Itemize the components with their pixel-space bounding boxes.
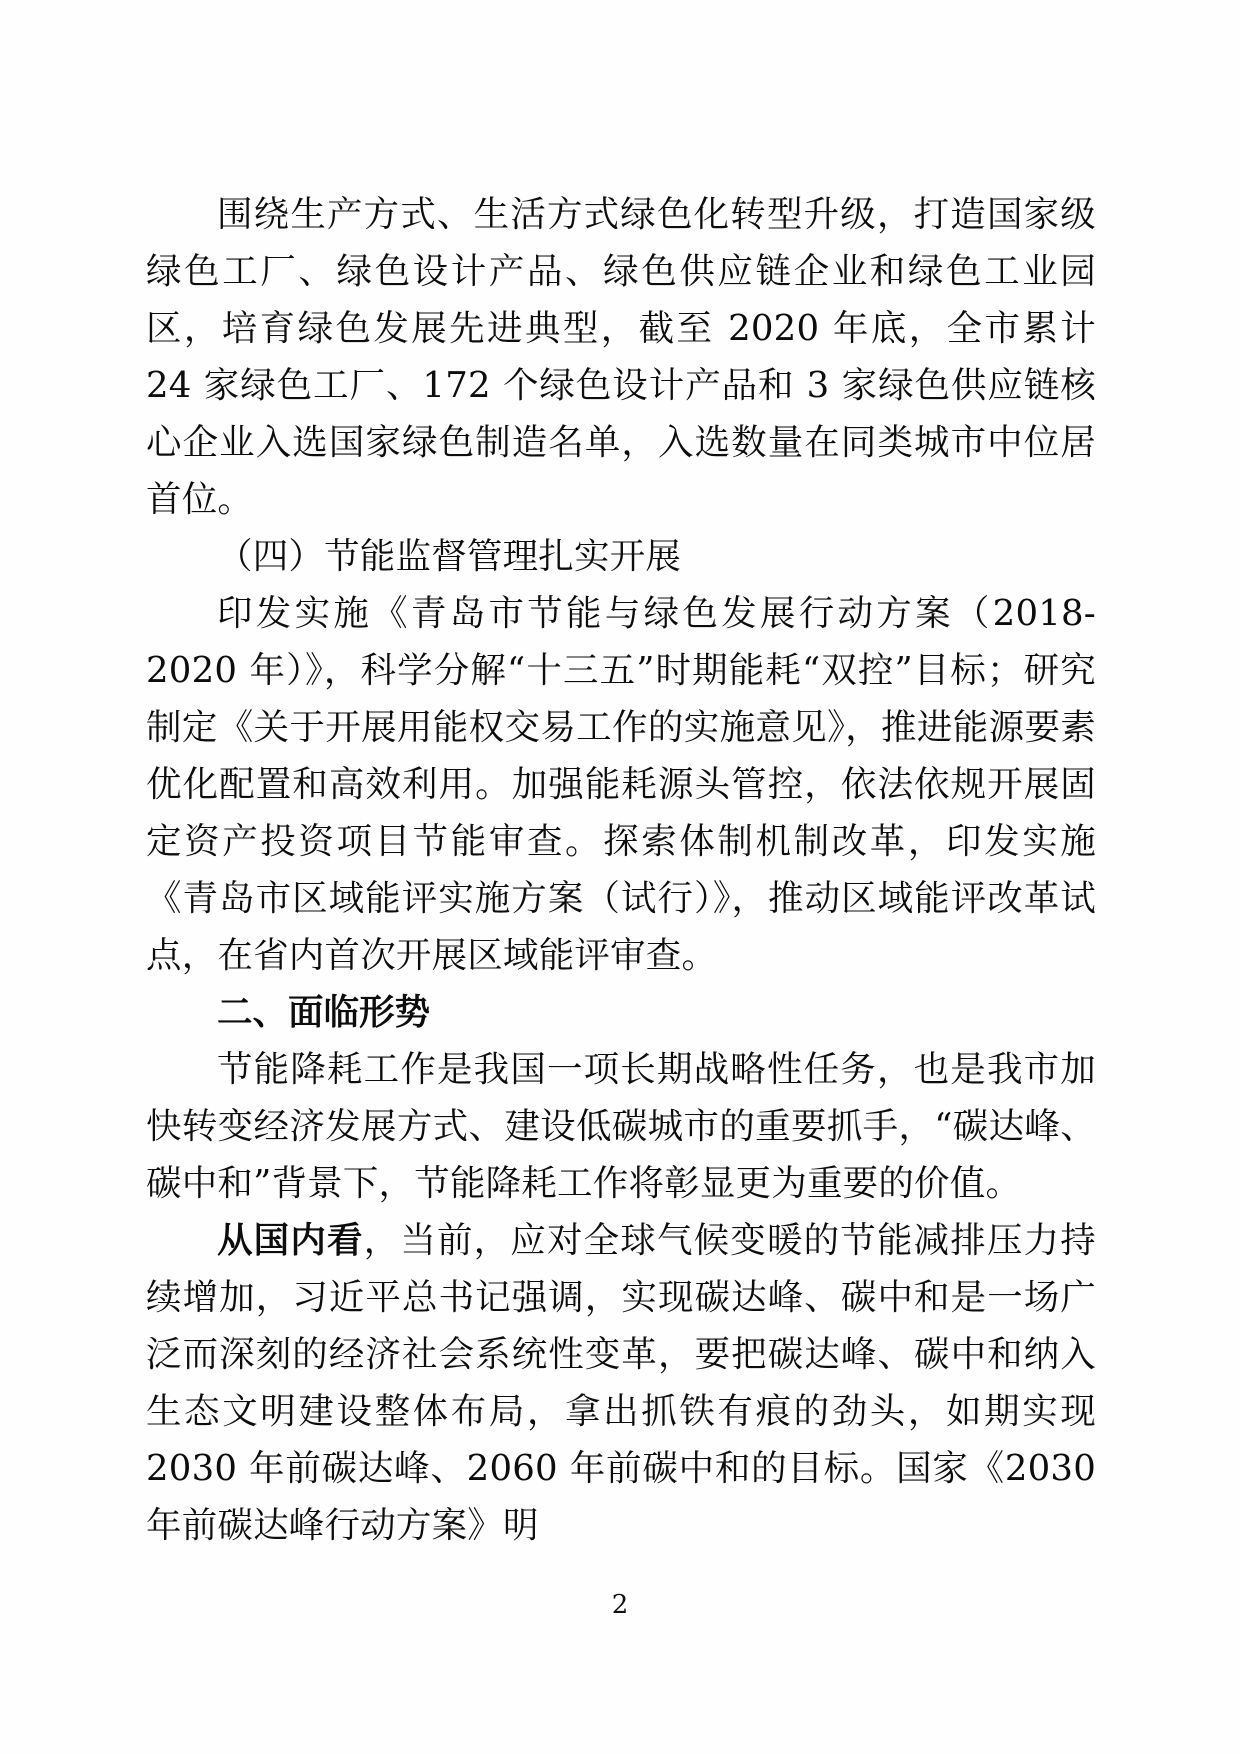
paragraph-section-four-title: （四）节能监督管理扎实开展: [217, 536, 682, 577]
heading-section-two: 二、面临形势: [217, 992, 431, 1033]
paragraph-domestic-view: [146, 1212, 1096, 1554]
paragraph-green-manufacturing: 围绕生产方式、生活方式绿色化转型升级，打造国家级绿色工厂、绿色设计产品、绿色供应链企业和绿色工业园区，培育绿色发展先进典型，截至 2020 年底，全市累计 24 家绿色工厂、172 个绿色设计产品和 3 家绿色供应链核心企业入选国家绿色制造名单，入选数量在同类城市中位居首位。: [146, 194, 1096, 520]
paragraph-lead-label: 从国内看: [217, 1220, 364, 1261]
document-body: [146, 186, 1096, 1554]
paragraph-domestic-view-text: ，当前，应对全球气候变暖的节能减排压力持续增加，习近平总书记强调，实现碳达峰、碳中和是一场广泛而深刻的经济社会系统性变革，要把碳达峰、碳中和纳入生态文明建设整体布局，拿出抓铁有痕的劲头，如期实现 2030 年前碳达峰、2060 年前碳中和的目标。国家《2030 年前碳达峰行动方案》明: [146, 1220, 1096, 1546]
page-number: 2: [611, 1590, 629, 1620]
paragraph-situation-overview: 节能降耗工作是我国一项长期战略性任务，也是我市加快转变经济发展方式、建设低碳城市的重要抓手，“碳达峰、碳中和”背景下，节能降耗工作将彰显更为重要的价值。: [146, 1049, 1096, 1204]
paragraph-energy-supervision: 印发实施《青岛市节能与绿色发展行动方案（2018-2020 年）》，科学分解“十三五”时期能耗“双控”目标；研究制定《关于开展用能权交易工作的实施意见》，推进能源要素优化配置和高效利用。加强能耗源头管控，依法依规开展固定资产投资项目节能审查。探索体制机制改革，印发实施《青岛市区域能评实施方案（试行）》，推动区域能评改革试点，在省内首次开展区域能评审查。: [146, 593, 1096, 976]
